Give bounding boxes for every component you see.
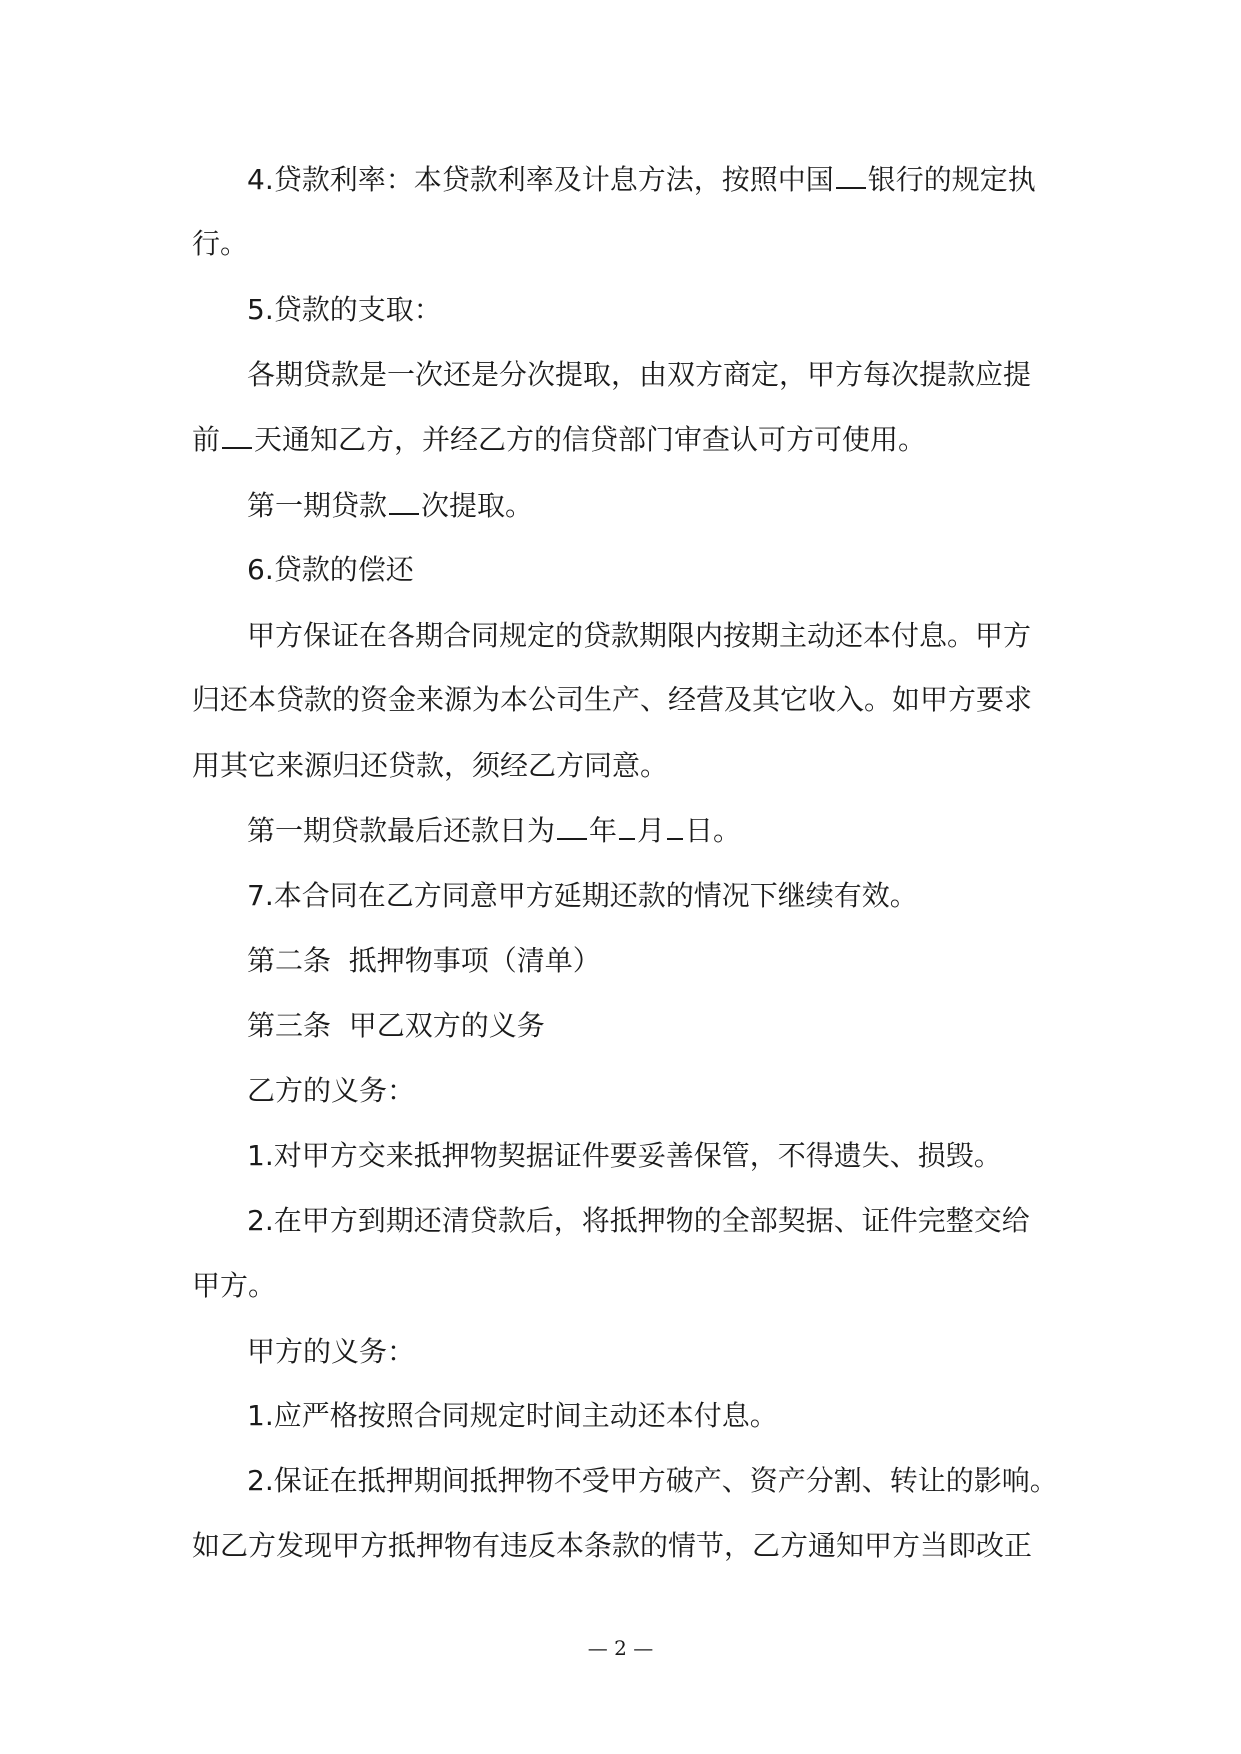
clause-6-para-line-3 (192, 746, 668, 786)
text-segment: 甲方。 (192, 1269, 277, 1302)
text-segment: 银行的规定执 (867, 163, 1036, 196)
clause-5-para-line-1 (247, 355, 1031, 395)
clause-6-heading (247, 550, 414, 590)
clause-6-para-line-2 (192, 680, 1032, 720)
text-segment: 行。 (192, 227, 249, 260)
text-segment: 2.保证在抵押期间抵押物不受甲方破产、资产分割、转让的影响。 (247, 1464, 1058, 1497)
text-segment: 5.贷款的支取： (247, 293, 442, 326)
party-b-obligation-2-line-2 (192, 1266, 276, 1306)
fill-blank (389, 487, 419, 515)
text-segment: 第二条 抵押物事项（清单） (247, 944, 601, 977)
first-loan-draw-line (247, 486, 533, 526)
fill-blank (222, 421, 252, 449)
clause-6-para-line-1 (247, 616, 1031, 656)
text-segment: 日。 (685, 814, 742, 847)
party-b-obligation-1 (247, 1136, 1002, 1176)
text-segment: 4.贷款利率：本贷款利率及计息方法，按照中国 (247, 163, 834, 196)
party-a-obligations-heading (247, 1332, 415, 1372)
text-segment: 归还本贷款的资金来源为本公司生产、经营及其它收入。如甲方要求 (192, 683, 1033, 716)
fill-blank (619, 812, 635, 840)
text-segment: 甲方保证在各期合同规定的贷款期限内按期主动还本付息。甲方 (247, 619, 1032, 652)
text-segment: 各期贷款是一次还是分次提取，由双方商定，甲方每次提款应提 (247, 358, 1032, 391)
party-a-obligation-1 (247, 1396, 778, 1436)
party-a-obligation-2-line-1 (247, 1461, 1058, 1501)
clause-5-para-line-2 (192, 420, 926, 460)
party-b-obligations-heading (247, 1071, 415, 1111)
text-segment: 1.对甲方交来抵押物契据证件要妥善保管，不得遗失、损毁。 (247, 1139, 1002, 1172)
article-3-heading (247, 1006, 545, 1046)
fill-blank (667, 812, 683, 840)
fill-blank (557, 812, 587, 840)
page-number: — 2 — (587, 1636, 654, 1660)
clause-7-line (247, 876, 918, 916)
text-segment: 1.应严格按照合同规定时间主动还本付息。 (247, 1399, 778, 1432)
final-repayment-date-line (247, 811, 741, 851)
text-segment: 甲方的义务： (247, 1335, 416, 1368)
text-segment: 用其它来源归还贷款，须经乙方同意。 (192, 749, 669, 782)
text-segment: 如乙方发现甲方抵押物有违反本条款的情节，乙方通知甲方当即改正 (192, 1529, 1033, 1562)
party-b-obligation-2-line-1 (247, 1201, 1030, 1241)
clause-5-heading (247, 290, 442, 330)
text-segment: 月 (637, 814, 666, 847)
text-segment: 7.本合同在乙方同意甲方延期还款的情况下继续有效。 (247, 879, 918, 912)
article-2-heading (247, 941, 601, 981)
text-segment: 年 (589, 814, 618, 847)
text-segment: 第一期贷款 (247, 489, 388, 522)
text-segment: 乙方的义务： (247, 1074, 416, 1107)
text-segment: 天通知乙方，并经乙方的信贷部门审查认可方可使用。 (254, 423, 927, 456)
text-segment: 第三条 甲乙双方的义务 (247, 1009, 545, 1042)
text-segment: 前 (192, 423, 221, 456)
party-a-obligation-2-line-2 (192, 1526, 1032, 1566)
clause-4-line-1 (247, 160, 1036, 200)
clause-4-line-2 (192, 224, 248, 264)
text-segment: 2.在甲方到期还清贷款后，将抵押物的全部契据、证件完整交给 (247, 1204, 1030, 1237)
text-segment: 次提取。 (421, 489, 534, 522)
fill-blank (836, 161, 866, 189)
text-segment: 6.贷款的偿还 (247, 553, 414, 586)
text-segment: 第一期贷款最后还款日为 (247, 814, 556, 847)
